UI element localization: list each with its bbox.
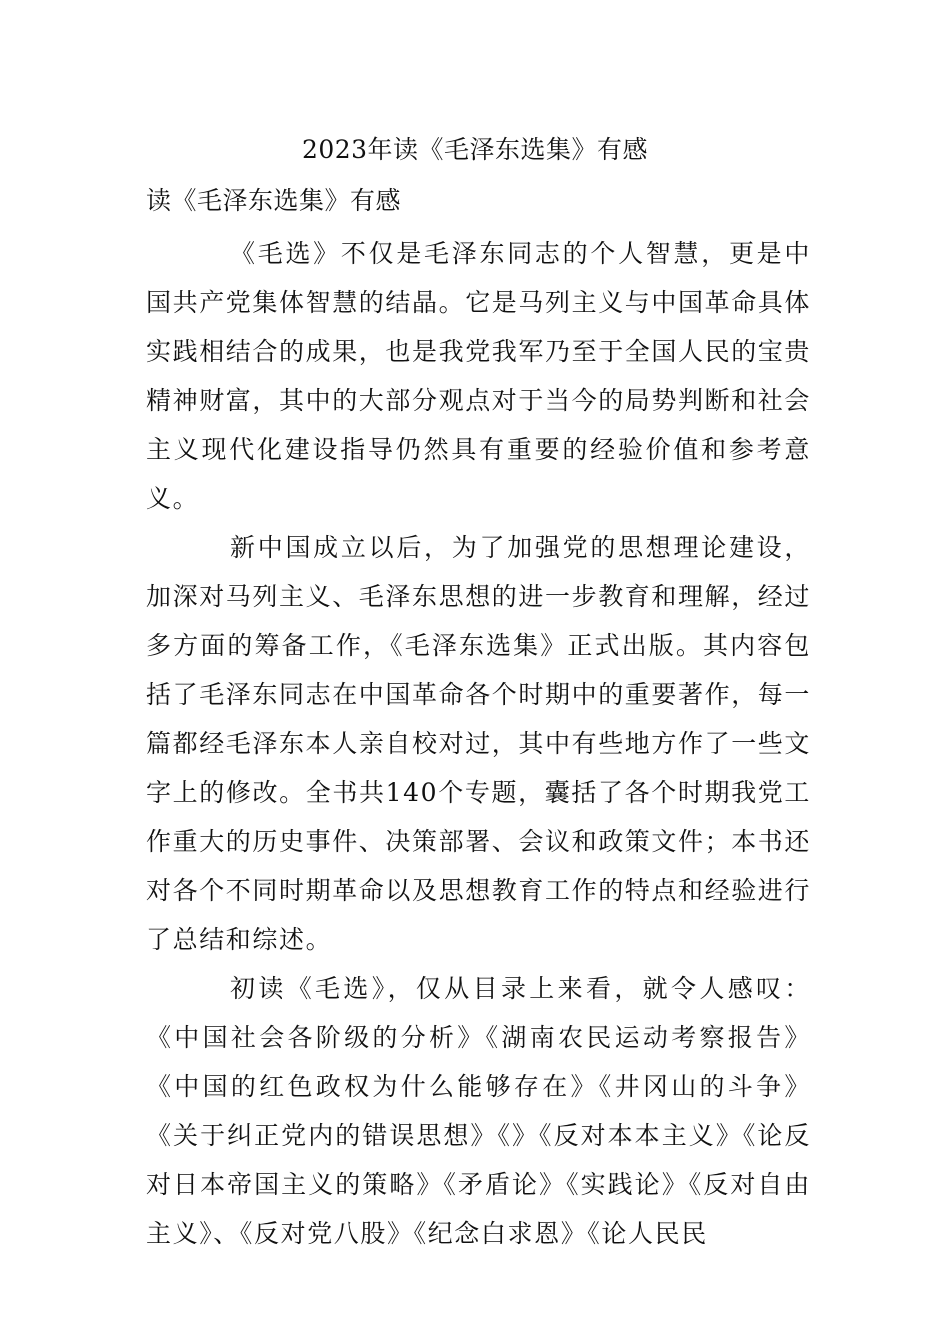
- paragraph-2: 新中国成立以后，为了加强党的思想理论建设，加深对马列主义、毛泽东思想的进一步教育和理解，经过多方面的筹备工作，《毛泽东选集》正式出版。其内容包括了毛泽东同志在中国革命各个时期中的重要著作，每一篇都经毛泽东本人亲自校对过，其中有些地方作了一些文字上的修改。全书共140个专题，囊括了各个时期我党工作重大的历史事件、决策部署、会议和政策文件；本书还对各个不同时期革命以及思想教育工作的特点和经验进行了总结和综述。: [146, 533, 812, 954]
- document-body: [146, 229, 811, 1258]
- paragraph-3: 初读《毛选》，仅从目录上来看，就令人感叹：《中国社会各阶级的分析》《湖南农民运动考察报告》《中国的红色政权为什么能够存在》《井冈山的斗争》《关于纠正党内的错误思想》《》《反对本本主义》《论反对日本帝国主义的策略》《矛盾论》《实践论》《反对自由主义》、《反对党八股》《纪念白求恩》《论人民民: [146, 974, 811, 1248]
- paragraph-1: 《毛选》不仅是毛泽东同志的个人智慧，更是中国共产党集体智慧的结晶。它是马列主义与中国革命具体实践相结合的成果，也是我党我军乃至于全国人民的宝贵精神财富，其中的大部分观点对于当今的局势判断和社会主义现代化建设指导仍然具有重要的经验价值和参考意义。: [146, 239, 812, 513]
- document-title: 2023年读《毛泽东选集》有感: [301, 135, 649, 164]
- document-subtitle: 读《毛泽东选集》有感: [146, 186, 402, 215]
